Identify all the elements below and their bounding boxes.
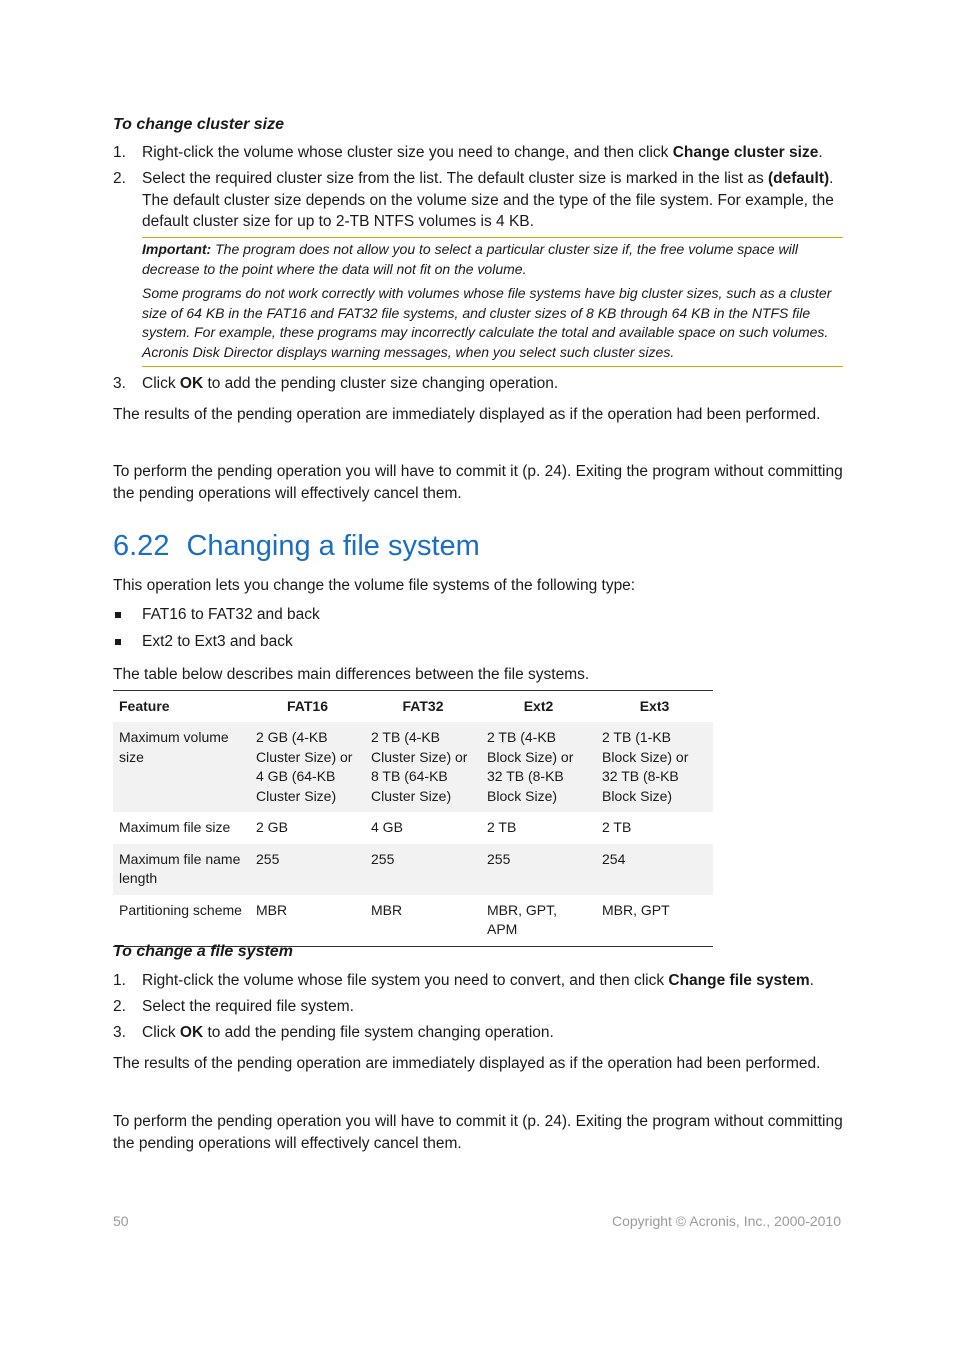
- ui-command-change-cluster-size: Change cluster size: [672, 144, 819, 161]
- table-cell: 4 GB: [371, 819, 403, 835]
- step-number: 3.: [113, 375, 126, 392]
- table-cell: 2 TB (1-KB Block Size) or 32 TB (8-KB Block Size): [596, 722, 713, 812]
- commit-paragraph: To perform the pending operation you will have to commit it (p. 24). Exiting the program without committing the pending operations will effectively cancel them.: [113, 463, 843, 502]
- table-cell: MBR: [365, 895, 481, 947]
- column-header: FAT16: [250, 691, 365, 723]
- procedure-title-cluster-size: To change cluster size: [113, 116, 285, 133]
- ui-command-ok: OK: [179, 375, 204, 392]
- table-cell: MBR: [250, 895, 365, 947]
- table-cell: 2 TB (4-KB Block Size) or 32 TB (8-KB Block Size): [481, 722, 596, 812]
- ui-command-ok: OK: [179, 1024, 204, 1041]
- step-text: Click OK to add the pending file system changing operation.: [142, 1024, 554, 1041]
- procedure-title-file-system: To change a file system: [113, 943, 293, 960]
- step-text: Select the required cluster size from the list. The default cluster size is marked in the list as (default). The default cluster size depends on the volume size and the type of the file system. For example, the default cluster size for up to 2-TB NTFS volumes is 4 KB.: [142, 170, 834, 230]
- commit-paragraph: To perform the pending operation you will have to commit it (p. 24). Exiting the program without committing the pending operations will effectively cancel them.: [113, 1113, 843, 1152]
- step-number: 2.: [113, 170, 126, 187]
- column-header: Ext2: [481, 691, 596, 723]
- default-marker: (default): [768, 170, 830, 187]
- table-cell: Maximum file size: [119, 819, 231, 835]
- section-heading: [113, 530, 480, 563]
- step-number: 2.: [113, 998, 126, 1015]
- table-cell: MBR, GPT: [596, 895, 713, 947]
- table-cell: Partitioning scheme: [113, 895, 250, 947]
- bullet-square-icon: [115, 639, 121, 645]
- step-text: Select the required file system.: [142, 998, 354, 1015]
- step-number: 1.: [113, 972, 126, 989]
- table-row: [113, 895, 713, 947]
- table-cell: 2 TB: [487, 819, 517, 835]
- important-note: [142, 237, 843, 367]
- step-number: 3.: [113, 1024, 126, 1041]
- copyright: Copyright © Acronis, Inc., 2000-2010: [612, 1213, 841, 1229]
- table-cell: 2 GB: [256, 819, 288, 835]
- note-label: Important:: [142, 241, 212, 257]
- column-header: Ext3: [596, 691, 713, 723]
- table-cell: MBR, GPT, APM: [481, 895, 596, 947]
- section-title: Changing a file system: [186, 530, 480, 562]
- column-header: FAT32: [365, 691, 481, 723]
- page-number: 50: [113, 1213, 129, 1229]
- column-header: Feature: [113, 691, 250, 723]
- table-cell: 2 GB (4-KB Cluster Size) or 4 GB (64-KB Cluster Size): [250, 722, 365, 812]
- table-cell: 255: [481, 844, 596, 895]
- intro-paragraph: This operation lets you change the volume file systems of the following type:: [113, 577, 636, 594]
- bullet-text: FAT16 to FAT32 and back: [142, 606, 320, 623]
- note-paragraph-1: Important: The program does not allow you to select a particular cluster size if, the free volume space will decrease to the point where the data will not fit on the volume.: [142, 241, 798, 277]
- step-text: Click OK to add the pending cluster size changing operation.: [142, 375, 559, 392]
- section-number: 6.22: [113, 530, 170, 562]
- bullet-square-icon: [115, 612, 121, 618]
- ui-command-change-file-system: Change file system: [668, 972, 810, 989]
- table-cell: 2 TB: [602, 819, 632, 835]
- table-cell: 254: [596, 844, 713, 895]
- table-header-row: [113, 691, 713, 723]
- table-cell: Maximum file name length: [113, 844, 250, 895]
- step-text: Right-click the volume whose file system you need to convert, and then click Change file system.: [142, 972, 814, 989]
- table-row: [113, 722, 713, 812]
- results-paragraph: The results of the pending operation are immediately displayed as if the operation had been performed.: [113, 1055, 821, 1072]
- note-paragraph-2: Some programs do not work correctly with volumes whose file systems have big cluster sizes, such as a cluster size of 64 KB in the FAT16 and FAT32 file systems, and cluster sizes of 8 KB through 64 KB in the NTFS file system. For example, these programs may incorrectly calculate the total and available space on such volumes. Acronis Disk Director displays warning messages, when you select such cluster sizes.: [142, 285, 832, 360]
- table-intro: The table below describes main differences between the file systems.: [113, 666, 590, 683]
- table-cell: 2 TB (4-KB Cluster Size) or 8 TB (64-KB Cluster Size): [365, 722, 481, 812]
- bullet-text: Ext2 to Ext3 and back: [142, 633, 293, 650]
- table-row: [113, 844, 713, 895]
- results-paragraph: The results of the pending operation are immediately displayed as if the operation had been performed.: [113, 406, 821, 423]
- file-system-comparison-table: [113, 690, 713, 947]
- table-cell: 255: [365, 844, 481, 895]
- table-cell: Maximum volume size: [113, 722, 250, 812]
- table-row: [113, 812, 713, 844]
- step-text: Right-click the volume whose cluster size you need to change, and then click Change cluster size.: [142, 144, 823, 161]
- table-cell: 255: [250, 844, 365, 895]
- step-number: 1.: [113, 144, 126, 161]
